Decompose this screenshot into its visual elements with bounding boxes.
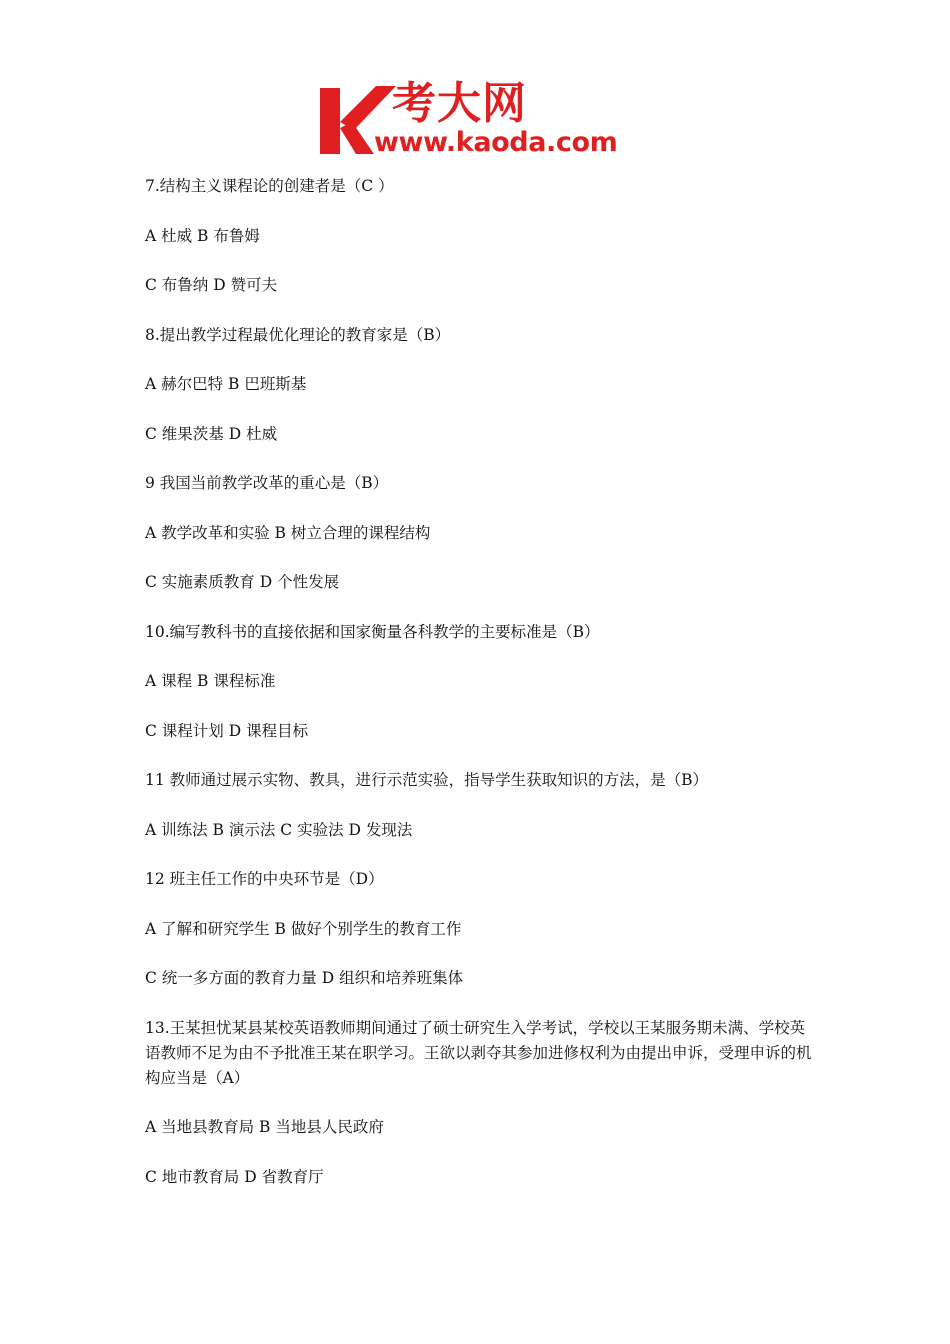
question-12: 12 班主任工作的中央环节是（D） <box>145 870 384 888</box>
question-9-options-ab: A 教学改革和实验 B 树立合理的课程结构 <box>145 523 431 542</box>
question-10: 10.编写教科书的直接依据和国家衡量各科教学的主要标准是（B） <box>145 622 600 641</box>
question-list <box>145 174 815 1214</box>
question-11-options: A 训练法 B 演示法 C 实验法 D 发现法 <box>145 820 413 839</box>
question-7-options-ab: A 杜威 B 布鲁姆 <box>145 226 260 245</box>
question-8-options-ab: A 赫尔巴特 B 巴班斯基 <box>145 375 307 393</box>
question-9: 9 我国当前教学改革的重心是（B） <box>145 474 389 492</box>
question-10-options-cd: C 课程计划 D 课程目标 <box>145 721 309 740</box>
question-8-options-cd: C 维果茨基 D 杜威 <box>145 424 278 443</box>
logo-chinese-name: 考大网 <box>392 78 527 129</box>
question-7: 7.结构主义课程论的创建者是（C ） <box>145 177 394 195</box>
question-12-options-cd: C 统一多方面的教育力量 D 组织和培养班集体 <box>145 969 464 987</box>
question-8: 8.提出教学过程最优化理论的教育家是（B） <box>145 325 451 344</box>
question-12-options-ab: A 了解和研究学生 B 做好个别学生的教育工作 <box>145 919 462 938</box>
kaoda-logo <box>318 78 638 162</box>
question-11: 11 教师通过展示实物、教具，进行示范实验，指导学生获取知识的方法，是（B） <box>145 771 709 789</box>
question-13: 13.王某担忧某县某校英语教师期间通过了硕士研究生入学考试，学校以王某服务期未满、学校英语教师不足为由不予批准王某在职学习。王欲以剥夺其参加进修权利为由提出申诉，受理申诉的机构应当是（A） <box>145 1018 812 1087</box>
question-13-options-ab: A 当地县教育局 B 当地县人民政府 <box>145 1118 384 1136</box>
logo-url-text: www.kaoda.com <box>374 127 618 158</box>
question-7-options-cd: C 布鲁纳 D 赞可夫 <box>145 276 278 294</box>
question-10-options-ab: A 课程 B 课程标准 <box>145 672 276 690</box>
question-9-options-cd: C 实施素质教育 D 个性发展 <box>145 573 340 591</box>
question-13-options-cd: C 地市教育局 D 省教育厅 <box>145 1167 324 1186</box>
